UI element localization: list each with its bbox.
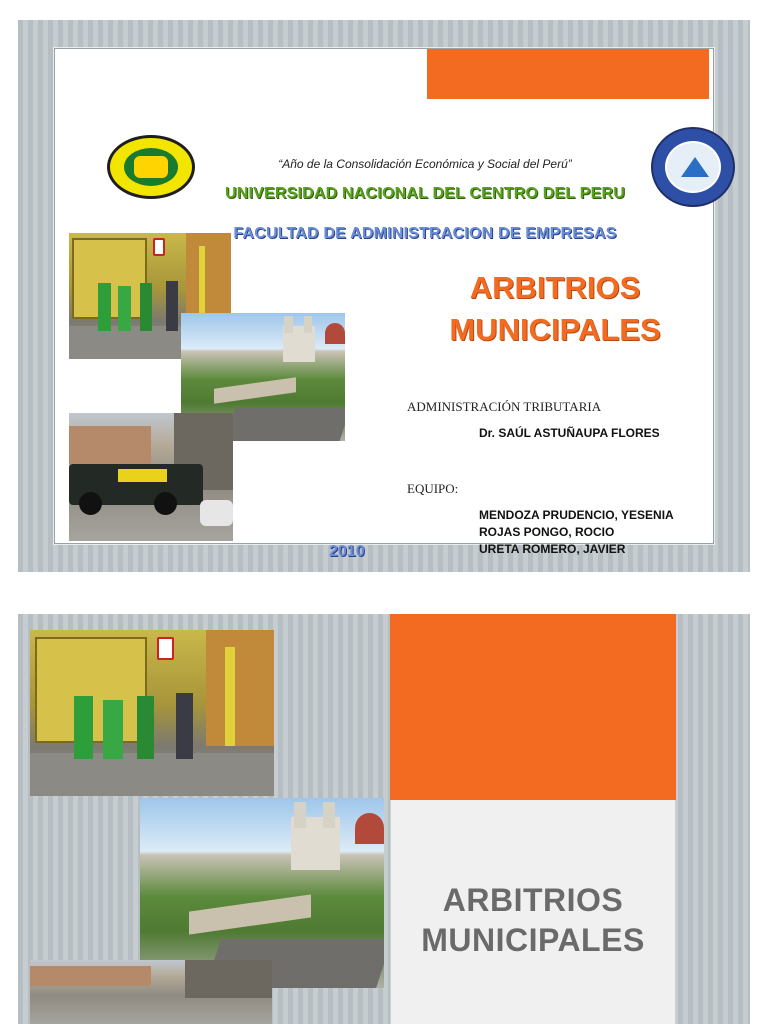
second-slide (18, 614, 750, 1024)
presentation-title (415, 267, 695, 351)
garbage-truck-photo (30, 630, 274, 796)
team-member: MENDOZA PRUDENCIO, YESENIA (479, 508, 674, 522)
title-line-1: ARBITRIOS (469, 270, 641, 305)
university-seal-logo (107, 135, 195, 199)
title-line-2: MUNICIPALES (449, 312, 661, 347)
title-line-1: ARBITRIOS (442, 882, 624, 918)
team-label: EQUIPO: (407, 481, 459, 496)
professor-name: Dr. SAÚL ASTUÑAUPA FLORES (479, 426, 660, 440)
team-member: ROJAS PONGO, ROCIO (479, 525, 615, 539)
title-slide (18, 20, 750, 572)
slide-title (390, 880, 676, 960)
faculty-name: FACULTAD DE ADMINISTRACION DE EMPRESAS (233, 225, 617, 242)
team-members (479, 507, 674, 558)
patrol-truck-photo (69, 413, 233, 541)
university-name: UNIVERSIDAD NACIONAL DEL CENTRO DEL PERU (224, 185, 626, 202)
course-label: ADMINISTRACIÓN TRIBUTARIA (407, 399, 602, 414)
year-label: 2010 (329, 543, 365, 560)
title-line-2: MUNICIPALES (421, 922, 645, 958)
national-year-motto: “Año de la Consolidación Económica y Social del Perú” (278, 157, 572, 171)
team-member: URETA ROMERO, JAVIER (479, 542, 626, 556)
orange-accent-bar (427, 49, 709, 99)
slide-card (54, 48, 714, 560)
faculty-seal-logo (651, 127, 735, 207)
city-street-photo (30, 960, 272, 1024)
orange-accent-block (390, 614, 676, 800)
